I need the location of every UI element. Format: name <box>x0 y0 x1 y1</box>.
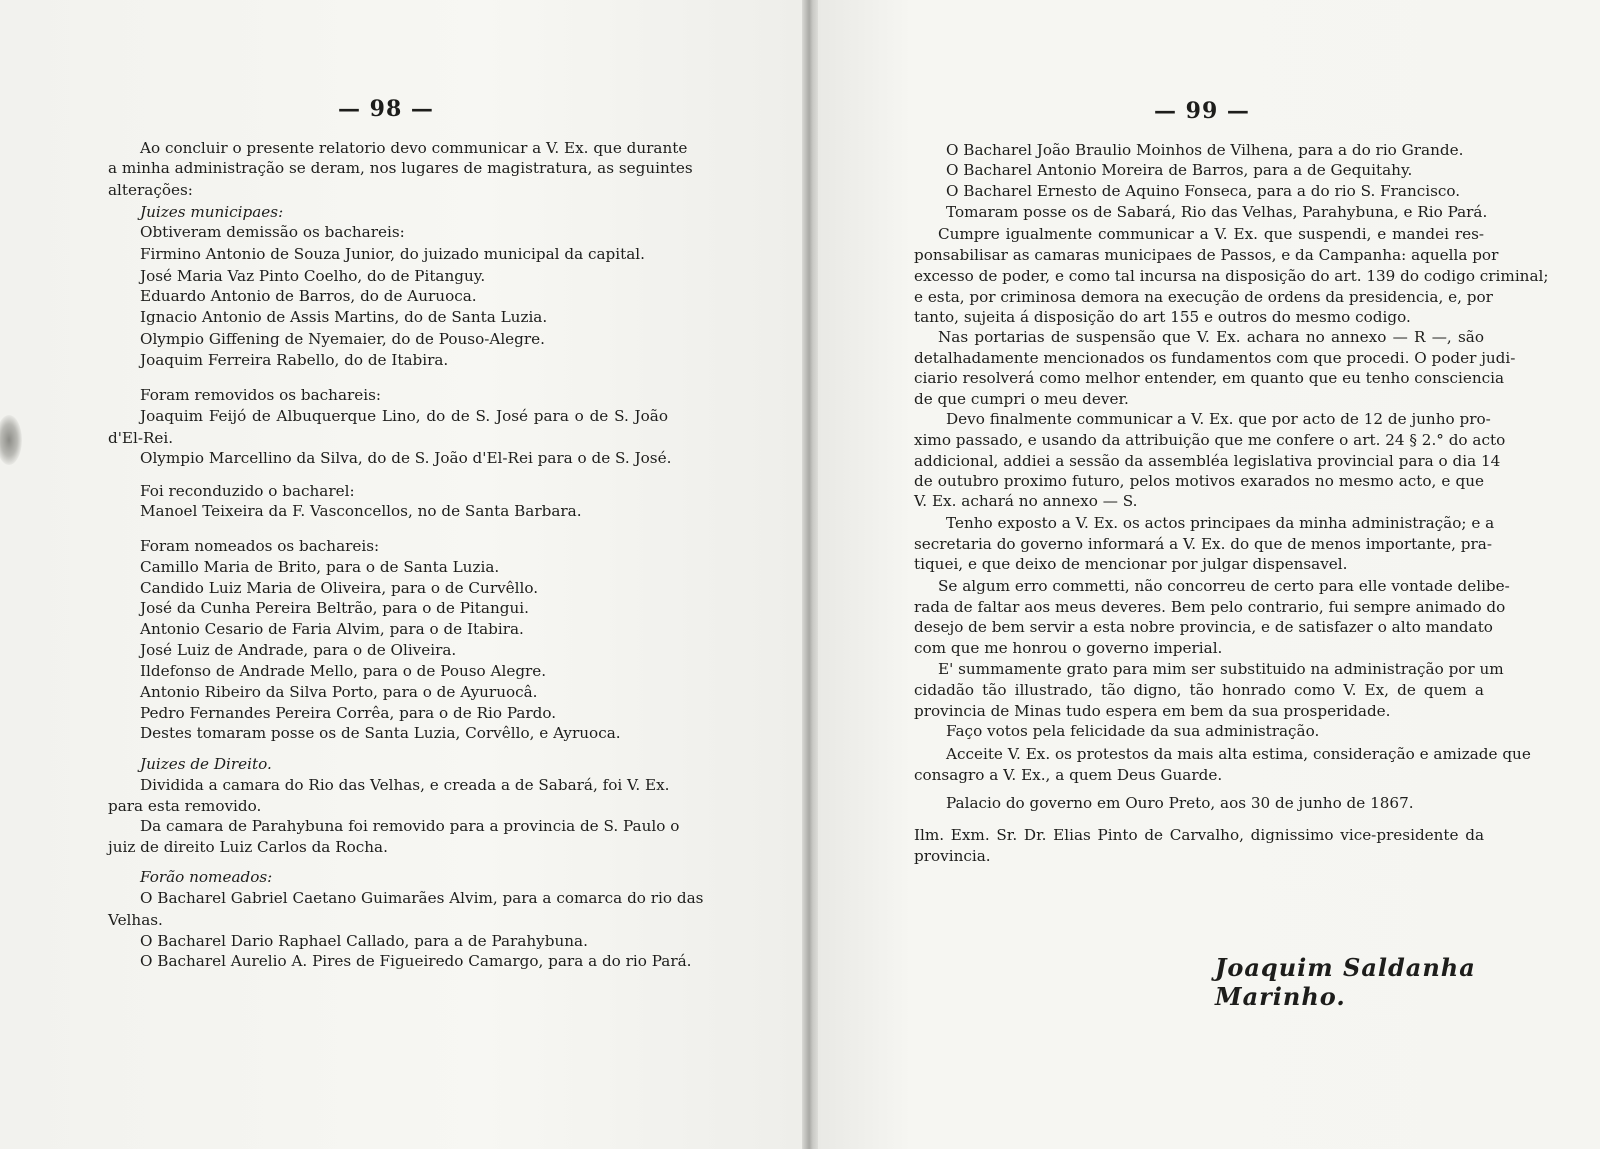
text-line: Joaquim Feijó de Albuquerque Lino, do de S. José para o de S. João <box>140 407 668 425</box>
text-line: provincia de Minas tudo espera em bem da sua prosperidade. <box>914 702 1391 720</box>
text-line: José Maria Vaz Pinto Coelho, do de Pitanguy. <box>140 267 486 285</box>
text-line: e esta, por criminosa demora na execução de ordens da presidencia, e, por <box>914 288 1493 306</box>
page-number-99: — 99 — <box>1154 98 1250 124</box>
text-line: Foi reconduzido o bacharel: <box>140 482 355 500</box>
text-line: Cumpre igualmente communicar a V. Ex. que suspendi, e mandei res- <box>938 225 1484 243</box>
text-line: José Luiz de Andrade, para o de Oliveira. <box>140 641 457 659</box>
text-line: Se algum erro commetti, não concorreu de certo para elle vontade delibe- <box>938 577 1510 595</box>
text-line: com que me honrou o governo imperial. <box>914 639 1223 657</box>
text-line: para esta removido. <box>108 797 262 815</box>
text-line: Ildefonso de Andrade Mello, para o de Pouso Alegre. <box>140 662 547 680</box>
text-line: cidadão tão illustrado, tão digno, tão honrado como V. Ex, de quem a <box>914 681 1484 699</box>
text-line: Tomaram posse os de Sabará, Rio das Velhas, Parahybuna, e Rio Pará. <box>946 203 1488 221</box>
text-line: Faço votos pela felicidade da sua administração. <box>946 722 1320 740</box>
text-line: a minha administração se deram, nos lugares de magistratura, as seguintes <box>108 159 693 177</box>
text-line: Ao concluir o presente relatorio devo communicar a V. Ex. que durante <box>140 139 688 157</box>
text-line: rada de faltar aos meus deveres. Bem pelo contrario, fui sempre animado do <box>914 598 1506 616</box>
text-line: José da Cunha Pereira Beltrão, para o de Pitangui. <box>140 599 529 617</box>
text-line: Devo finalmente communicar a V. Ex. que por acto de 12 de junho pro- <box>946 410 1491 428</box>
text-line: O Bacharel Ernesto de Aquino Fonseca, para a do rio S. Francisco. <box>946 182 1461 200</box>
text-line: consagro a V. Ex., a quem Deus Guarde. <box>914 766 1223 784</box>
text-line: tanto, sujeita á disposição do art 155 e outros do mesmo codigo. <box>914 308 1411 326</box>
text-line: Forão nomeados: <box>140 868 273 886</box>
text-line: Firmino Antonio de Souza Junior, do juizado municipal da capital. <box>140 245 645 263</box>
text-line: secretaria do governo informará a V. Ex. do que de menos importante, pra- <box>914 535 1492 553</box>
text-line: Destes tomaram posse os de Santa Luzia, Corvêllo, e Ayruoca. <box>140 724 621 742</box>
text-line: Tenho exposto a V. Ex. os actos principaes da minha administração; e a <box>946 514 1495 532</box>
text-line: Joaquim Ferreira Rabello, do de Itabira. <box>140 351 449 369</box>
text-line: Juizes de Direito. <box>140 755 272 773</box>
text-line: tiquei, e que deixo de mencionar por julgar dispensavel. <box>914 555 1348 573</box>
text-line: O Bacharel Gabriel Caetano Guimarães Alvim, para a comarca do rio das <box>140 889 704 907</box>
signature: Joaquim Saldanha Marinho. <box>1215 953 1476 1011</box>
text-line: Candido Luiz Maria de Oliveira, para o de Curvêllo. <box>140 579 539 597</box>
text-line: Foram nomeados os bachareis: <box>140 537 380 555</box>
text-line: Foram removidos os bachareis: <box>140 386 382 404</box>
text-line: provincia. <box>914 847 991 865</box>
text-line: excesso de poder, e como tal incursa na disposição do art. 139 do codigo criminal; <box>914 267 1549 285</box>
text-line: alterações: <box>108 181 193 199</box>
text-line: ciario resolverá como melhor entender, em quanto que eu tenho consciencia <box>914 369 1505 387</box>
text-line: V. Ex. achará no annexo — S. <box>914 492 1138 510</box>
text-line: Camillo Maria de Brito, para o de Santa Luzia. <box>140 558 500 576</box>
page-number-98: — 98 — <box>338 96 434 122</box>
left-text-column <box>108 0 704 1149</box>
text-line: Antonio Cesario de Faria Alvim, para o de Itabira. <box>140 620 524 638</box>
text-line: ponsabilisar as camaras municipaes de Passos, e da Campanha: aquella por <box>914 246 1499 264</box>
text-line: d'El-Rei. <box>108 429 174 447</box>
text-line: desejo de bem servir a esta nobre provincia, e de satisfazer o alto mandato <box>914 618 1493 636</box>
text-line: Da camara de Parahybuna foi removido para a provincia de S. Paulo o <box>140 817 680 835</box>
text-line: E' summamente grato para mim ser substituido na administração por um <box>938 660 1504 678</box>
text-line: Pedro Fernandes Pereira Corrêa, para o de Rio Pardo. <box>140 704 557 722</box>
text-line: O Bacharel Dario Raphael Callado, para a de Parahybuna. <box>140 932 588 950</box>
text-line: ximo passado, e usando da attribuição que me confere o art. 24 § 2.° do acto <box>914 431 1506 449</box>
text-line: Eduardo Antonio de Barros, do de Auruoca. <box>140 287 477 305</box>
text-line: de outubro proximo futuro, pelos motivos exarados no mesmo acto, e que <box>914 472 1484 490</box>
text-line: de que cumpri o meu dever. <box>914 390 1129 408</box>
text-line: Palacio do governo em Ouro Preto, aos 30 de junho de 1867. <box>946 794 1414 812</box>
text-line: Dividida a camara do Rio das Velhas, e creada a de Sabará, foi V. Ex. <box>140 776 670 794</box>
text-line: detalhadamente mencionados os fundamentos com que procedi. O poder judi- <box>914 349 1516 367</box>
text-line: Ilm. Exm. Sr. Dr. Elias Pinto de Carvalho, dignissimo vice-presidente da <box>914 826 1484 844</box>
text-line: O Bacharel Antonio Moreira de Barros, para a de Gequitahy. <box>946 161 1413 179</box>
text-line: Manoel Teixeira da F. Vasconcellos, no de Santa Barbara. <box>140 502 582 520</box>
text-line: Juizes municipaes: <box>140 203 284 221</box>
text-line: Ignacio Antonio de Assis Martins, do de Santa Luzia. <box>140 308 548 326</box>
text-line: Velhas. <box>108 911 163 929</box>
text-line: Olympio Marcellino da Silva, do de S. João d'El-Rei para o de S. José. <box>140 449 672 467</box>
text-line: Olympio Giffening de Nyemaier, do de Pouso-Alegre. <box>140 330 545 348</box>
text-line: Nas portarias de suspensão que V. Ex. achara no annexo — R —, são <box>938 328 1484 346</box>
page-stain <box>0 415 22 465</box>
text-line: addicional, addiei a sessão da assembléa legislativa provincial para o dia 14 <box>914 452 1501 470</box>
text-line: Obtiveram demissão os bachareis: <box>140 223 405 241</box>
text-line: O Bacharel Aurelio A. Pires de Figueiredo Camargo, para a do rio Pará. <box>140 952 692 970</box>
text-line: Acceite V. Ex. os protestos da mais alta estima, consideração e amizade que <box>946 745 1531 763</box>
text-line: juiz de direito Luiz Carlos da Rocha. <box>108 838 388 856</box>
text-line: O Bacharel João Braulio Moinhos de Vilhena, para a do rio Grande. <box>946 141 1464 159</box>
text-line: Antonio Ribeiro da Silva Porto, para o de Ayuruocâ. <box>140 683 538 701</box>
